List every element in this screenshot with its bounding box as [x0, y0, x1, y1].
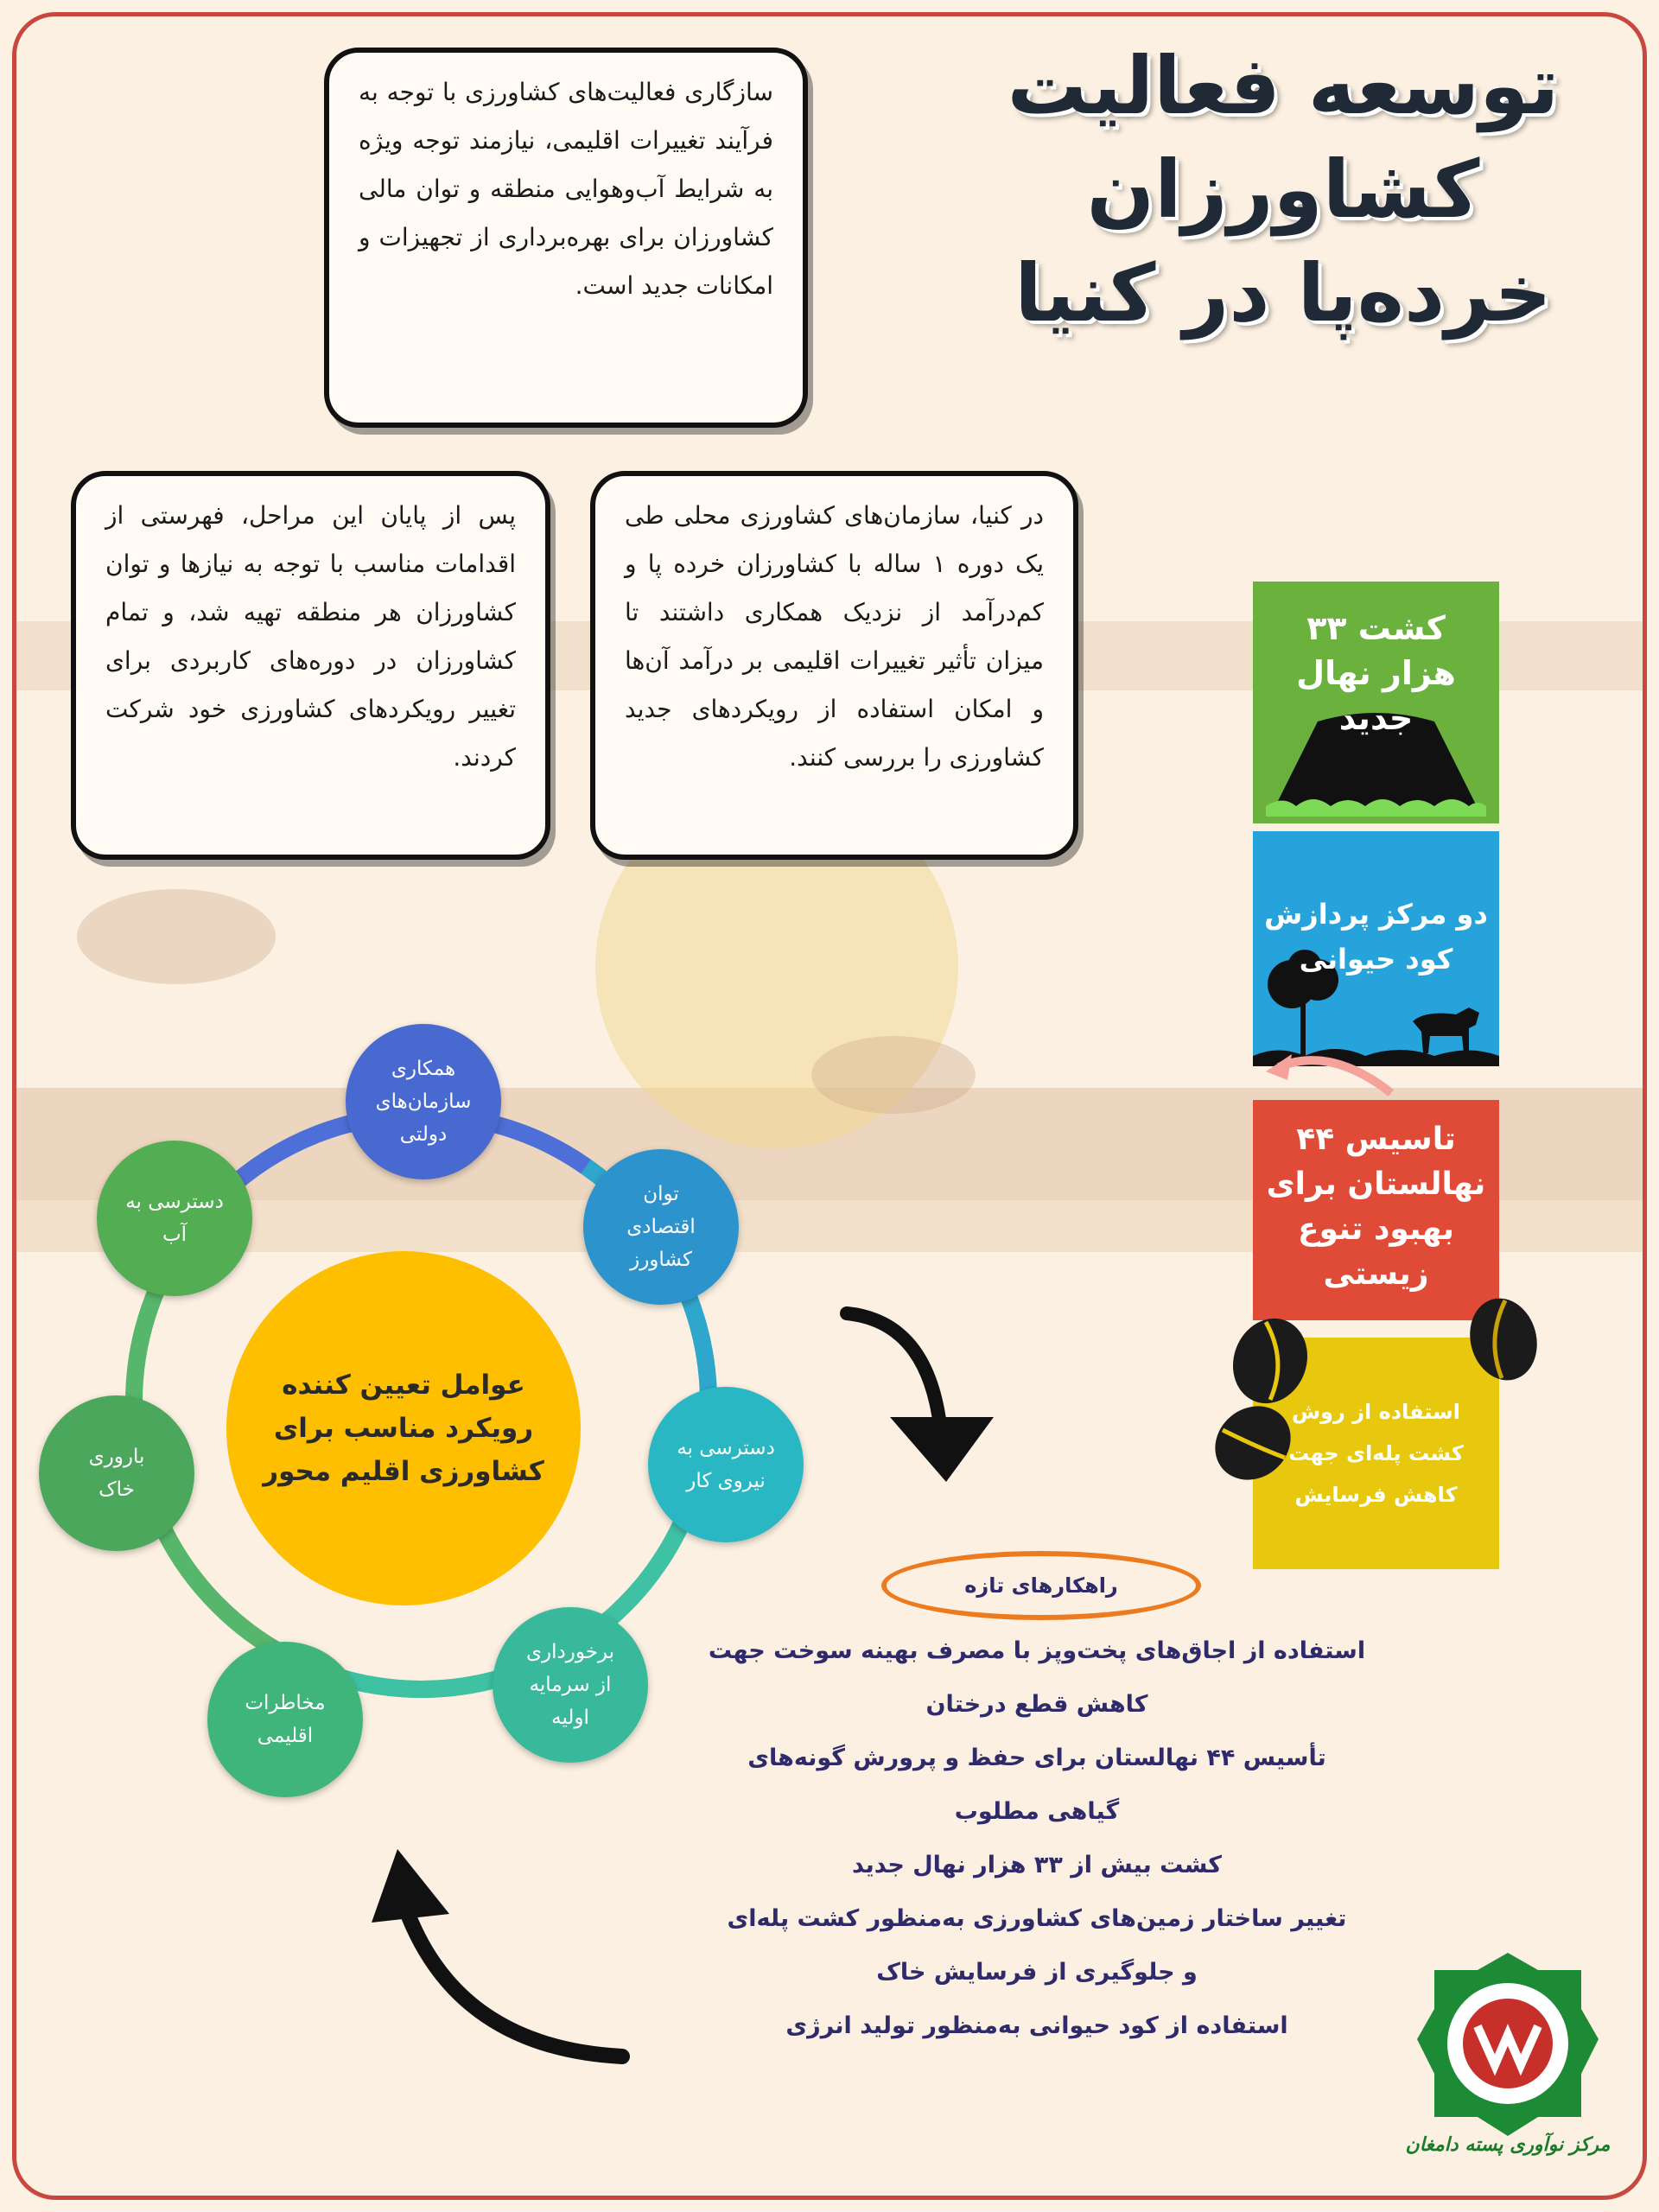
intro-textbox: سازگاری فعالیت‌های کشاورزی با توجه به فرآیند تغییرات اقلیمی، نیازمند توجه ویژه به شرایط آب‌وهوایی منطقه و توان مالی کشاورزان برای بهره‌برداری از تجهیزات و امکانات جدید است. [324, 48, 808, 428]
factor-labor-access: دسترسی به نیروی کار [648, 1387, 804, 1542]
factor-climate-hazards: مخاطرات اقلیمی [207, 1642, 363, 1797]
factor-government-cooperation: همکاری سازمان‌های دولتی [346, 1024, 501, 1179]
title-line-1: توسعه فعالیت [1007, 40, 1560, 132]
brush-arrow-up-icon [363, 1840, 639, 2082]
factor-economic-capacity: توان اقتصادی کشاورز [583, 1149, 739, 1305]
stat-manure-centers-label: دو مرکز پردازش کود حیوانی [1264, 898, 1488, 976]
logo-text: مرکز نوآوری پسته دامغان [1405, 2134, 1611, 2156]
solution-line: استفاده از کود حیوانی به‌منظور تولید انرژی [785, 2012, 1288, 2039]
coffee-bean-icon [1460, 1292, 1547, 1387]
curved-arrow-icon [1262, 1041, 1400, 1102]
solutions-list [665, 1624, 1408, 2053]
stat-nurseries-label: تاسیس ۴۴ نهالستان برای بهبود تنوع زیستی [1266, 1122, 1486, 1292]
solution-line: کاهش قطع درختان [925, 1691, 1148, 1718]
solution-line: کشت بیش از ۳۳ هزار نهال جدید [852, 1852, 1222, 1878]
stat-nurseries [1253, 1100, 1499, 1320]
background-tree [77, 889, 276, 984]
factor-soil-fertility: باروری خاک [39, 1395, 194, 1551]
brush-arrow-down-icon [830, 1296, 1020, 1495]
page-title [955, 35, 1611, 346]
title-line-3: خرده‌پا در کنیا [1014, 247, 1552, 340]
background-tree [811, 1036, 976, 1114]
kenya-textbox: در کنیا، سازمان‌های کشاورزی محلی طی یک دوره ۱ ساله با کشاورزان خرده پا و کم‌درآمد از نزدیک همکاری داشتند تا میزان تأثیر تغییرات اقلیمی بر درآمد آن‌ها و امکان استفاده از رویکردهای جدید کشاورزی را بررسی کنند. [590, 471, 1078, 860]
title-line-2: کشاورزان [1086, 143, 1480, 236]
logo-icon [1408, 1944, 1607, 2143]
solution-line: تغییر ساختار زمین‌های کشاورزی به‌منظور کشت پله‌ای [727, 1905, 1347, 1932]
solution-line: تأسیس ۴۴ نهالستان برای حفظ و پرورش گونه‌های [747, 1745, 1326, 1771]
factor-initial-capital: برخورداری از سرمایه اولیه [493, 1607, 648, 1763]
solution-line: استفاده از اجاق‌های پخت‌وپز با مصرف بهینه سوخت جهت [708, 1637, 1366, 1664]
stat-manure-centers [1253, 831, 1499, 1066]
stat-seedlings-label: کشت ۳۳ هزار نهال جدید [1296, 609, 1456, 737]
result-textbox: پس از پایان این مراحل، فهرستی از اقدامات مناسب با توجه به نیازها و توان کشاورزان هر منطقه تهیه شد، و تمام کشاورزان در دوره‌های کاربردی برای تغییر رویکردهای کشاورزی خود شرکت کردند. [71, 471, 550, 860]
solution-line: گیاهی مطلوب [954, 1798, 1120, 1825]
stat-terracing-label: استفاده از روش کشت پله‌ای جهت کاهش فرسایش [1288, 1400, 1464, 1507]
factors-center: عوامل تعیین کننده رویکرد مناسب برای کشاورزی اقلیم محور [226, 1251, 581, 1605]
factor-water-access: دسترسی به آب [97, 1141, 252, 1296]
stat-seedlings [1253, 582, 1499, 823]
solution-line: و جلوگیری از فرسایش خاک [876, 1959, 1198, 1986]
solutions-title: راهکارهای تازه [881, 1551, 1201, 1620]
